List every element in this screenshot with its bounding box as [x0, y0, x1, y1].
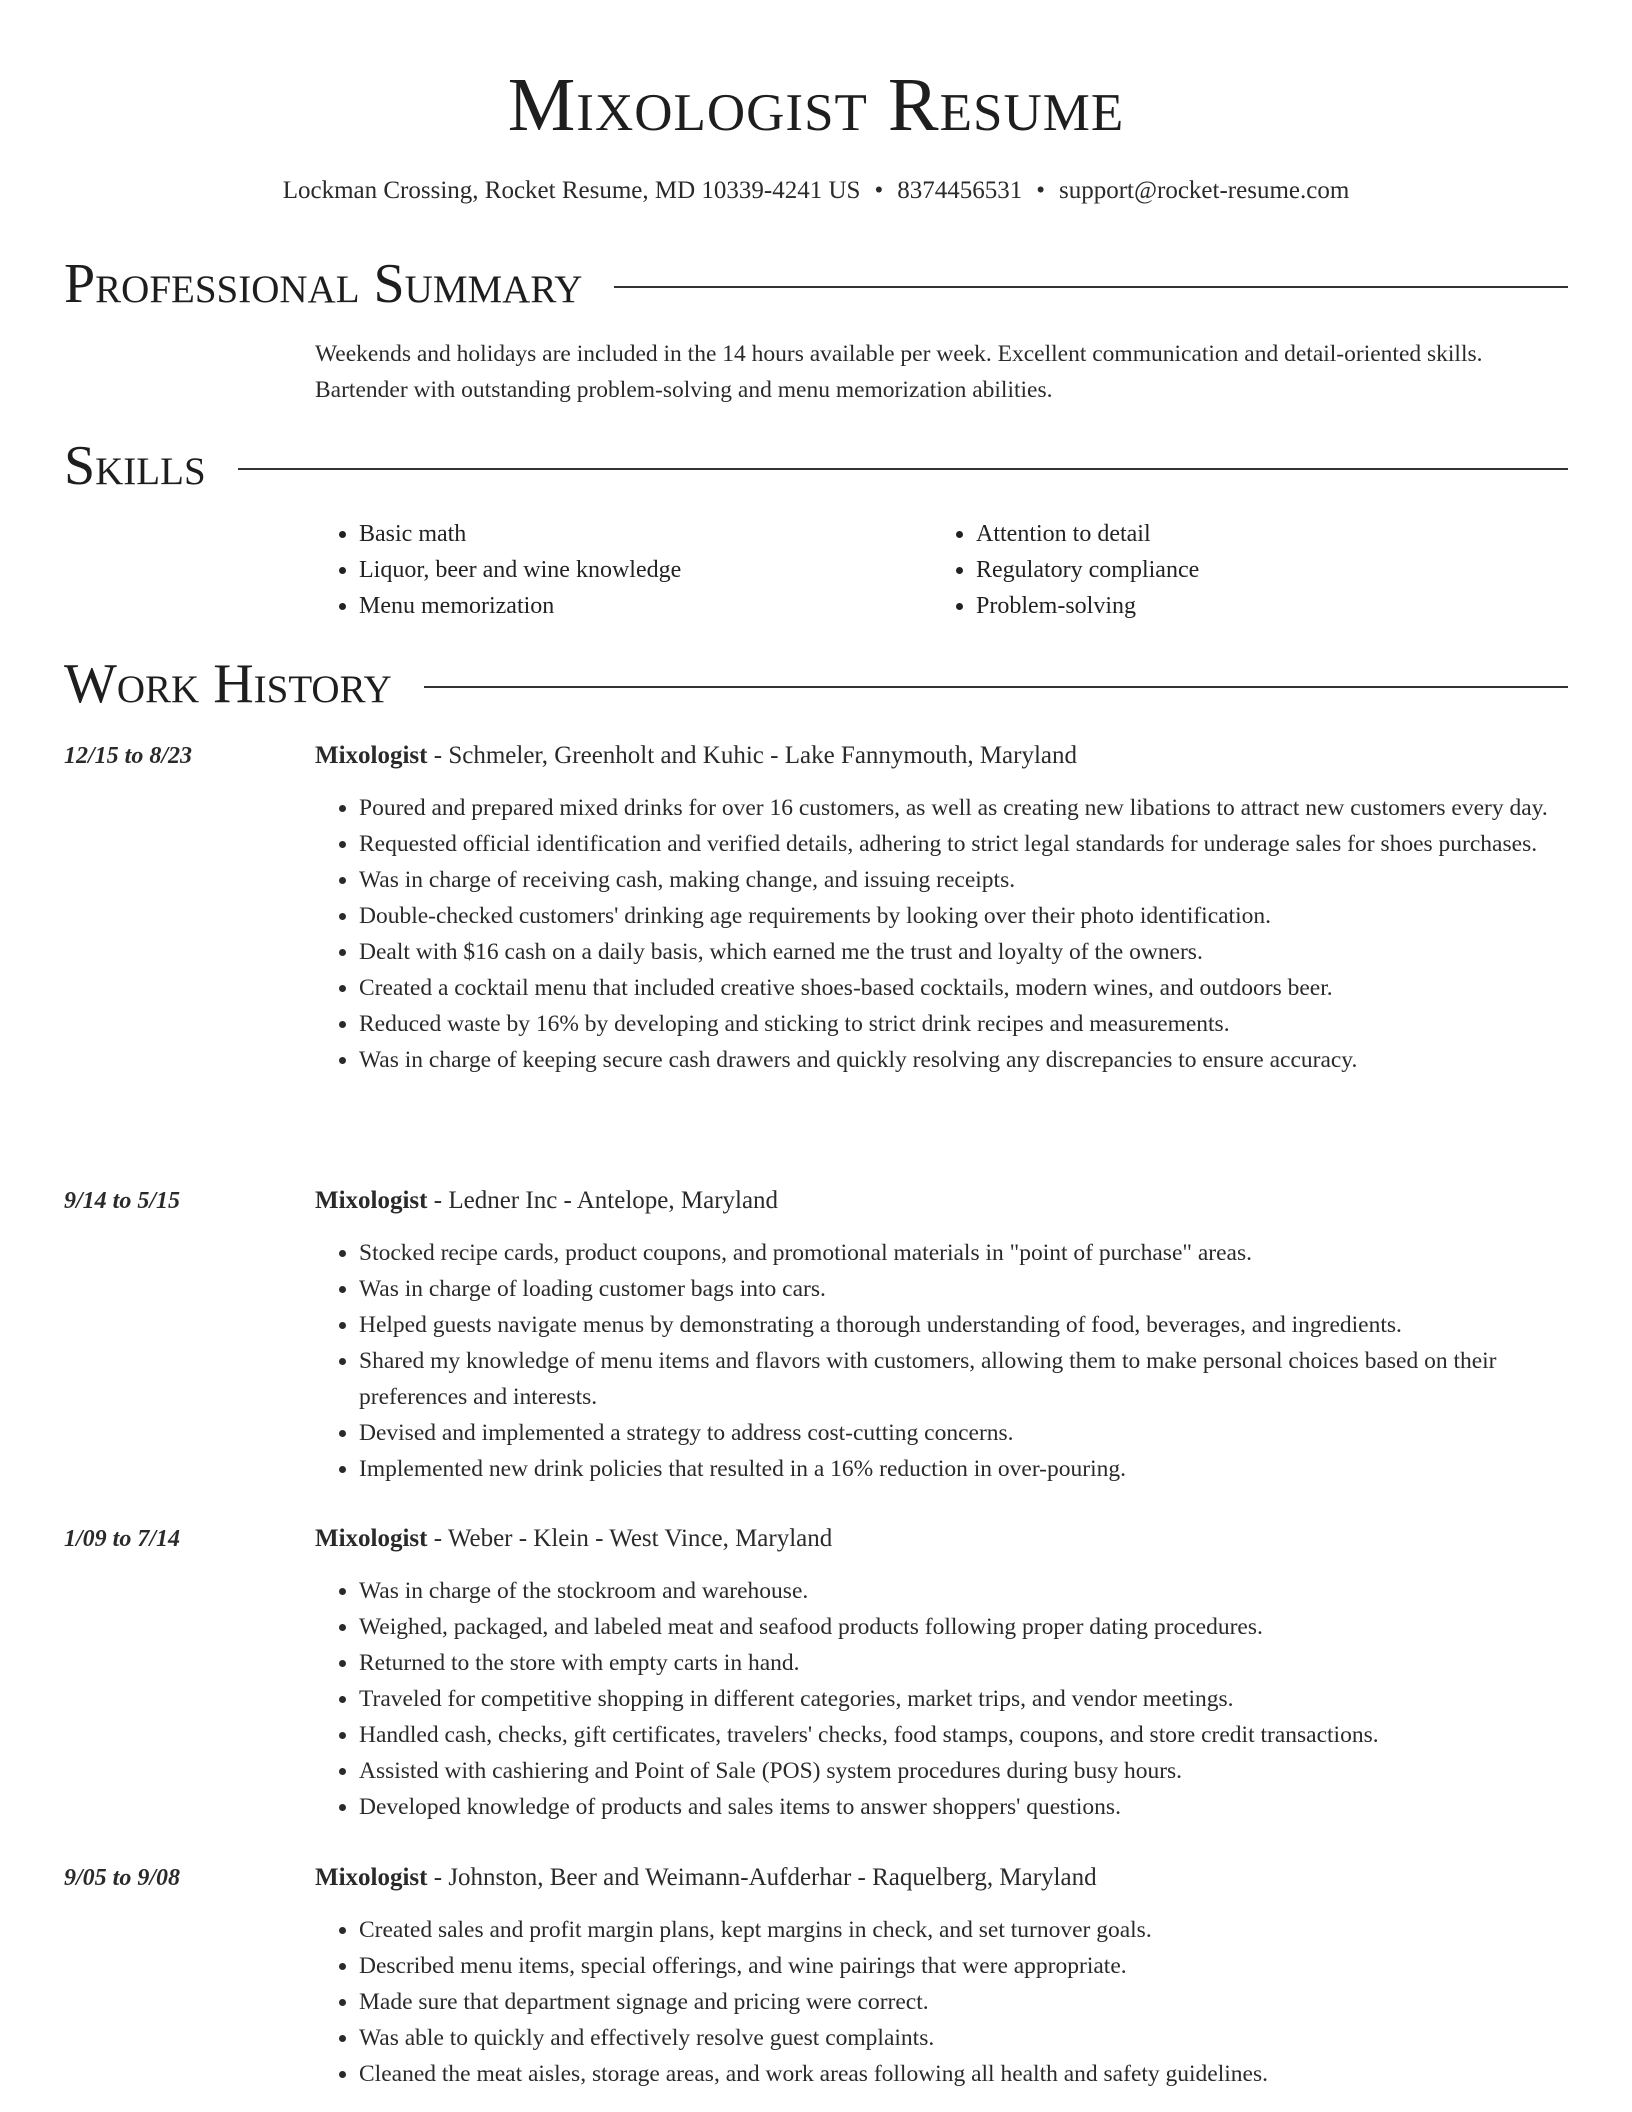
- job-bullet: • Helped guests navigate menus by demonstrating a thorough understanding of food, beverages, and ingredients.: [359, 1307, 1568, 1343]
- job-heading: [315, 1861, 1097, 1895]
- job-details: - Schmeler, Greenholt and Kuhic - Lake Fannymouth, Maryland: [427, 742, 1078, 769]
- section-divider: [238, 468, 1568, 470]
- job-details: - Weber - Klein - West Vince, Maryland: [427, 1525, 833, 1552]
- job-bullet: • Handled cash, checks, gift certificates, travelers' checks, food stamps, coupons, and store credit transactions.: [359, 1717, 1568, 1753]
- skill-item: • Menu memorization: [359, 588, 932, 624]
- job-bullet: • Stocked recipe cards, product coupons, and promotional materials in "point of purchase" areas.: [359, 1235, 1568, 1271]
- summary-section-title: Professional Summary: [64, 253, 583, 315]
- job-bullet: • Devised and implemented a strategy to address cost-cutting concerns.: [359, 1415, 1568, 1451]
- job-bullet: • Cleaned the meat aisles, storage areas, and work areas following all health and safety guidelines.: [359, 2056, 1568, 2092]
- job-bullet: • Poured and prepared mixed drinks for over 16 customers, as well as creating new libations to attract new customers every day.: [359, 790, 1568, 826]
- skills-section-title: Skills: [64, 435, 206, 497]
- job-bullets: [315, 1235, 1568, 1487]
- work-section-title: Work History: [64, 653, 392, 715]
- resume-title: Mixologist Resume: [507, 63, 1125, 147]
- job-bullet: • Assisted with cashiering and Point of Sale (POS) system procedures during busy hours.: [359, 1753, 1568, 1789]
- job-dates: 12/15 to 8/23: [64, 743, 193, 769]
- skills-column-right: [932, 516, 1549, 624]
- contact-address: Lockman Crossing, Rocket Resume, MD 10339-4241 US: [282, 177, 861, 204]
- job-bullet: • Created a cocktail menu that included creative shoes-based cocktails, modern wines, and outdoors beer.: [359, 970, 1568, 1006]
- job-bullet: • Was in charge of loading customer bags into cars.: [359, 1271, 1568, 1307]
- contact-line: [64, 174, 1568, 208]
- job-dates: 9/05 to 9/08: [64, 1865, 181, 1891]
- summary-section-header: [64, 252, 1568, 316]
- job-bullet: • Implemented new drink policies that resulted in a 16% reduction in over-pouring.: [359, 1451, 1568, 1487]
- job-bullet: • Was in charge of keeping secure cash drawers and quickly resolving any discrepancies to ensure accuracy.: [359, 1042, 1568, 1078]
- skill-item: • Attention to detail: [976, 516, 1549, 552]
- skills-column-left: [315, 516, 932, 624]
- contact-phone: 8374456531: [897, 177, 1023, 204]
- job-bullet: • Dealt with $16 cash on a daily basis, which earned me the trust and loyalty of the owners.: [359, 934, 1568, 970]
- job-bullet: • Described menu items, special offerings, and wine pairings that were appropriate.: [359, 1948, 1568, 1984]
- job-bullets: [315, 1573, 1568, 1825]
- job-heading: [315, 1184, 778, 1218]
- contact-separator: •: [874, 177, 884, 204]
- job-bullet: • Requested official identification and verified details, adhering to strict legal standards for underage sales for shoes purchases.: [359, 826, 1568, 862]
- job-dates: 1/09 to 7/14: [64, 1526, 181, 1552]
- job-heading: [315, 1522, 832, 1556]
- job-bullet: • Traveled for competitive shopping in different categories, market trips, and vendor meetings.: [359, 1681, 1568, 1717]
- job-role: Mixologist: [315, 742, 428, 769]
- skills-list: [315, 516, 1568, 624]
- job-dates: 9/14 to 5/15: [64, 1188, 181, 1214]
- job-details: - Ledner Inc - Antelope, Maryland: [427, 1187, 779, 1214]
- job-role: Mixologist: [315, 1187, 428, 1214]
- job-bullet: • Made sure that department signage and pricing were correct.: [359, 1984, 1568, 2020]
- section-divider: [614, 286, 1568, 288]
- job-bullet: • Was in charge of the stockroom and warehouse.: [359, 1573, 1568, 1609]
- section-divider: [424, 686, 1568, 688]
- job-bullet: • Reduced waste by 16% by developing and sticking to strict drink recipes and measurements.: [359, 1006, 1568, 1042]
- summary-text: Weekends and holidays are included in the 14 hours available per week. Excellent communication and detail-oriented skills. Bartender with outstanding problem-solving and menu memorization abilities.: [315, 341, 1483, 403]
- job-bullet: • Returned to the store with empty carts in hand.: [359, 1645, 1568, 1681]
- job-details: - Johnston, Beer and Weimann-Aufderhar - Raquelberg, Maryland: [427, 1864, 1097, 1891]
- contact-separator: •: [1036, 177, 1045, 204]
- skill-item: • Basic math: [359, 516, 932, 552]
- job-heading: [315, 739, 1077, 773]
- job-bullets: [315, 1912, 1568, 2092]
- job-bullet: • Shared my knowledge of menu items and flavors with customers, allowing them to make personal choices based on their preferences and interests.: [359, 1343, 1568, 1415]
- job-bullet: • Weighed, packaged, and labeled meat and seafood products following proper dating procedures.: [359, 1609, 1568, 1645]
- job-bullets: [315, 790, 1568, 1078]
- job-role: Mixologist: [315, 1864, 428, 1891]
- contact-email: support@rocket-resume.com: [1058, 177, 1350, 204]
- work-section-header: [64, 652, 1568, 716]
- job-bullet: • Double-checked customers' drinking age requirements by looking over their photo identification.: [359, 898, 1568, 934]
- job-bullet: • Developed knowledge of products and sales items to answer shoppers' questions.: [359, 1789, 1568, 1825]
- skill-item: • Liquor, beer and wine knowledge: [359, 552, 932, 588]
- job-bullet: • Was able to quickly and effectively resolve guest complaints.: [359, 2020, 1568, 2056]
- skill-item: • Regulatory compliance: [976, 552, 1549, 588]
- job-role: Mixologist: [315, 1525, 428, 1552]
- job-bullet: • Was in charge of receiving cash, making change, and issuing receipts.: [359, 862, 1568, 898]
- skills-section-header: [64, 434, 1568, 498]
- job-bullet: • Created sales and profit margin plans, kept margins in check, and set turnover goals.: [359, 1912, 1568, 1948]
- skill-item: • Problem-solving: [976, 588, 1549, 624]
